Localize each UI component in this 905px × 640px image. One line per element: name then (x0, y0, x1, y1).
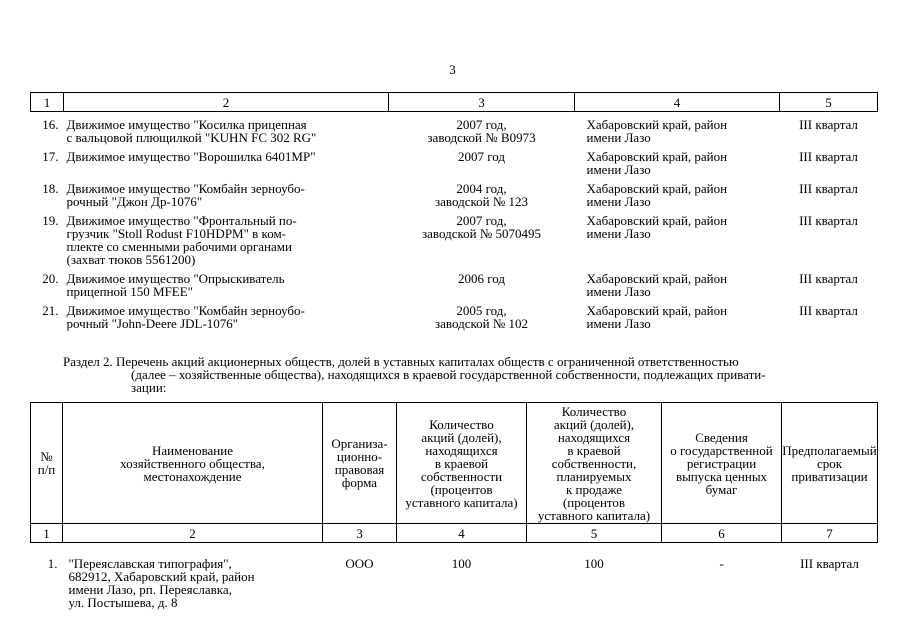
table-row (31, 112, 878, 145)
text-line: срок (816, 455, 843, 471)
section-2-heading (63, 355, 876, 394)
text-line: имени Лазо (586, 284, 651, 299)
section-line: Раздел 2. Перечень акций акционерных обществ, долей в уставных капиталах обществ с ограниченной ответственностью (63, 354, 739, 369)
column-number: 3 (389, 93, 575, 112)
table-row (31, 543, 878, 610)
text-line: уставного капитала) (405, 494, 518, 510)
year-serial (389, 298, 575, 330)
section-line: зации: (131, 380, 167, 395)
company-name (63, 543, 323, 610)
text-line: ул. Постышева, д. 8 (68, 595, 178, 610)
privatization-term: III квартал (800, 556, 859, 571)
text-line: Организа- (331, 436, 388, 451)
year-serial (389, 266, 575, 298)
text-line: собственности (420, 468, 503, 484)
property-description (64, 266, 389, 298)
property-description (64, 144, 389, 176)
text-line: акций (долей), (421, 429, 502, 445)
year-serial (389, 208, 575, 266)
row-number: 19. (42, 213, 59, 228)
text-line: 2007 год, (456, 117, 507, 132)
column-number-row (31, 93, 878, 112)
text-line: прицепной 150 MFEE" (66, 284, 193, 299)
text-line: № (40, 449, 53, 464)
privatization-term: III квартал (799, 271, 858, 286)
text-line: о государственной (670, 442, 773, 458)
privatization-term: III квартал (799, 213, 858, 228)
text-line: Хабаровский край, район (586, 213, 728, 228)
text-line: Движимое имущество "Опрыскиватель (66, 271, 285, 286)
text-line: имени Лазо, рп. Переяславка, (68, 582, 232, 597)
row-number: 17. (42, 149, 59, 164)
text-line: 2005 год, (456, 303, 507, 318)
text-line: 2006 год (458, 271, 505, 286)
text-line: рочный "John-Deere JDL-1076" (66, 316, 239, 331)
column-number: 6 (662, 524, 782, 543)
table-row (31, 298, 878, 330)
header-term (782, 403, 878, 524)
column-number: 2 (63, 524, 323, 543)
text-line: местонахождение (143, 468, 242, 484)
text-line: заводской № 5070495 (422, 226, 541, 241)
page-number: 3 (449, 62, 456, 77)
text-line: Хабаровский край, район (586, 271, 728, 286)
text-line: правовая (334, 462, 385, 477)
legal-form: ООО (345, 556, 374, 571)
privatization-term: III квартал (799, 181, 858, 196)
text-line: планируемых (556, 468, 632, 484)
text-line: уставного капитала) (537, 507, 651, 523)
location (575, 266, 780, 298)
row-number: 21. (42, 303, 59, 318)
shares-table (30, 402, 878, 609)
registration-info: - (719, 556, 724, 571)
column-number: 5 (780, 93, 878, 112)
location (575, 176, 780, 208)
text-line: собственности, (551, 455, 637, 471)
text-line: плекте со сменными рабочими органами (66, 239, 292, 254)
row-number: 16. (42, 117, 59, 132)
text-line: заводской № В0973 (427, 130, 536, 145)
column-number: 3 (323, 524, 397, 543)
text-line: приватизации (791, 468, 868, 484)
text-line: 2007 год, (456, 213, 507, 228)
text-line: имени Лазо (586, 194, 651, 209)
text-line: Количество (429, 416, 494, 432)
text-line: 682912, Хабаровский край, район (68, 569, 255, 584)
column-number: 1 (31, 524, 63, 543)
location (575, 208, 780, 266)
text-line: Движимое имущество "Комбайн зерноубо- (66, 181, 305, 196)
location (575, 144, 780, 176)
text-line: Количество (561, 403, 627, 419)
text-line: в краевой (434, 455, 489, 471)
header-row (31, 403, 878, 524)
table-row (31, 176, 878, 208)
text-line: имени Лазо (586, 162, 651, 177)
year-serial (389, 112, 575, 145)
text-line: (процентов (562, 494, 626, 510)
text-line: Хабаровский край, район (586, 181, 728, 196)
column-number: 4 (397, 524, 527, 543)
share-owned: 100 (451, 556, 472, 571)
column-number: 5 (527, 524, 662, 543)
header-share (397, 403, 527, 524)
text-line: Движимое имущество "Ворошилка 6401МР" (66, 149, 316, 164)
text-line: имени Лазо (586, 316, 651, 331)
column-number: 4 (575, 93, 780, 112)
location (575, 298, 780, 330)
text-line: в краевой (567, 442, 621, 458)
column-number: 1 (31, 93, 64, 112)
text-line: с вальцовой плющилкой "KUHN FC 302 RG" (66, 130, 317, 145)
text-line: грузчик "Stoll Rodust F10HDPM" в ком- (66, 226, 287, 241)
year-serial (389, 144, 575, 176)
table-row (31, 208, 878, 266)
text-line: бумаг (705, 481, 738, 497)
text-line: рочный "Джон Др-1076" (66, 194, 203, 209)
text-line: к продаже (565, 481, 623, 497)
privatization-term: III квартал (799, 149, 858, 164)
privatization-term: III квартал (799, 303, 858, 318)
text-line: заводской № 123 (435, 194, 528, 209)
text-line: Движимое имущество "Фронтальный по- (66, 213, 297, 228)
text-line: имени Лазо (586, 226, 651, 241)
text-line: Движимое имущество "Косилка прицепная (66, 117, 307, 132)
header-sale (527, 403, 662, 524)
column-number-row (31, 524, 878, 543)
table-row (31, 144, 878, 176)
text-line: акций (долей), (553, 416, 635, 432)
text-line: находящихся (557, 429, 631, 445)
location (575, 112, 780, 145)
property-description (64, 112, 389, 145)
table-row (31, 266, 878, 298)
property-table (30, 92, 878, 330)
property-description (64, 176, 389, 208)
row-number: 18. (42, 181, 59, 196)
text-line: регистрации (686, 455, 757, 471)
text-line: Сведения (695, 429, 748, 445)
privatization-term: III квартал (799, 117, 858, 132)
text-line: Хабаровский край, район (586, 303, 728, 318)
text-line: Хабаровский край, район (586, 149, 728, 164)
text-line: выпуска ценных (675, 468, 768, 484)
property-description (64, 208, 389, 266)
row-number: 20. (42, 271, 59, 286)
text-line: 2004 год, (456, 181, 507, 196)
text-line: (захват тюков 5561200) (66, 252, 196, 267)
text-line: хозяйственного общества, (120, 455, 265, 471)
text-line: Движимое имущество "Комбайн зерноубо- (66, 303, 305, 318)
text-line: Предполагаемый (782, 442, 877, 458)
text-line: (процентов (430, 481, 493, 497)
text-line: форма (341, 475, 378, 490)
text-line: Хабаровский край, район (586, 117, 728, 132)
column-number: 7 (782, 524, 878, 543)
text-line: заводской № 102 (435, 316, 528, 331)
header-form (323, 403, 397, 524)
property-description (64, 298, 389, 330)
row-number: 1. (47, 556, 58, 571)
header-name (63, 403, 323, 524)
text-line: "Переяславская типография", (68, 556, 232, 571)
share-for-sale: 100 (584, 556, 604, 571)
text-line: ционно- (336, 449, 383, 464)
text-line: п/п (37, 462, 56, 477)
text-line: Наименование (152, 442, 233, 458)
year-serial (389, 176, 575, 208)
text-line: 2007 год (458, 149, 505, 164)
header-number (31, 403, 63, 524)
header-registration (662, 403, 782, 524)
column-number: 2 (64, 93, 389, 112)
text-line: имени Лазо (586, 130, 651, 145)
section-line: (далее – хозяйственные общества), находящихся в краевой государственной собственности, подлежащих привати- (131, 367, 766, 382)
text-line: находящихся (425, 442, 498, 458)
